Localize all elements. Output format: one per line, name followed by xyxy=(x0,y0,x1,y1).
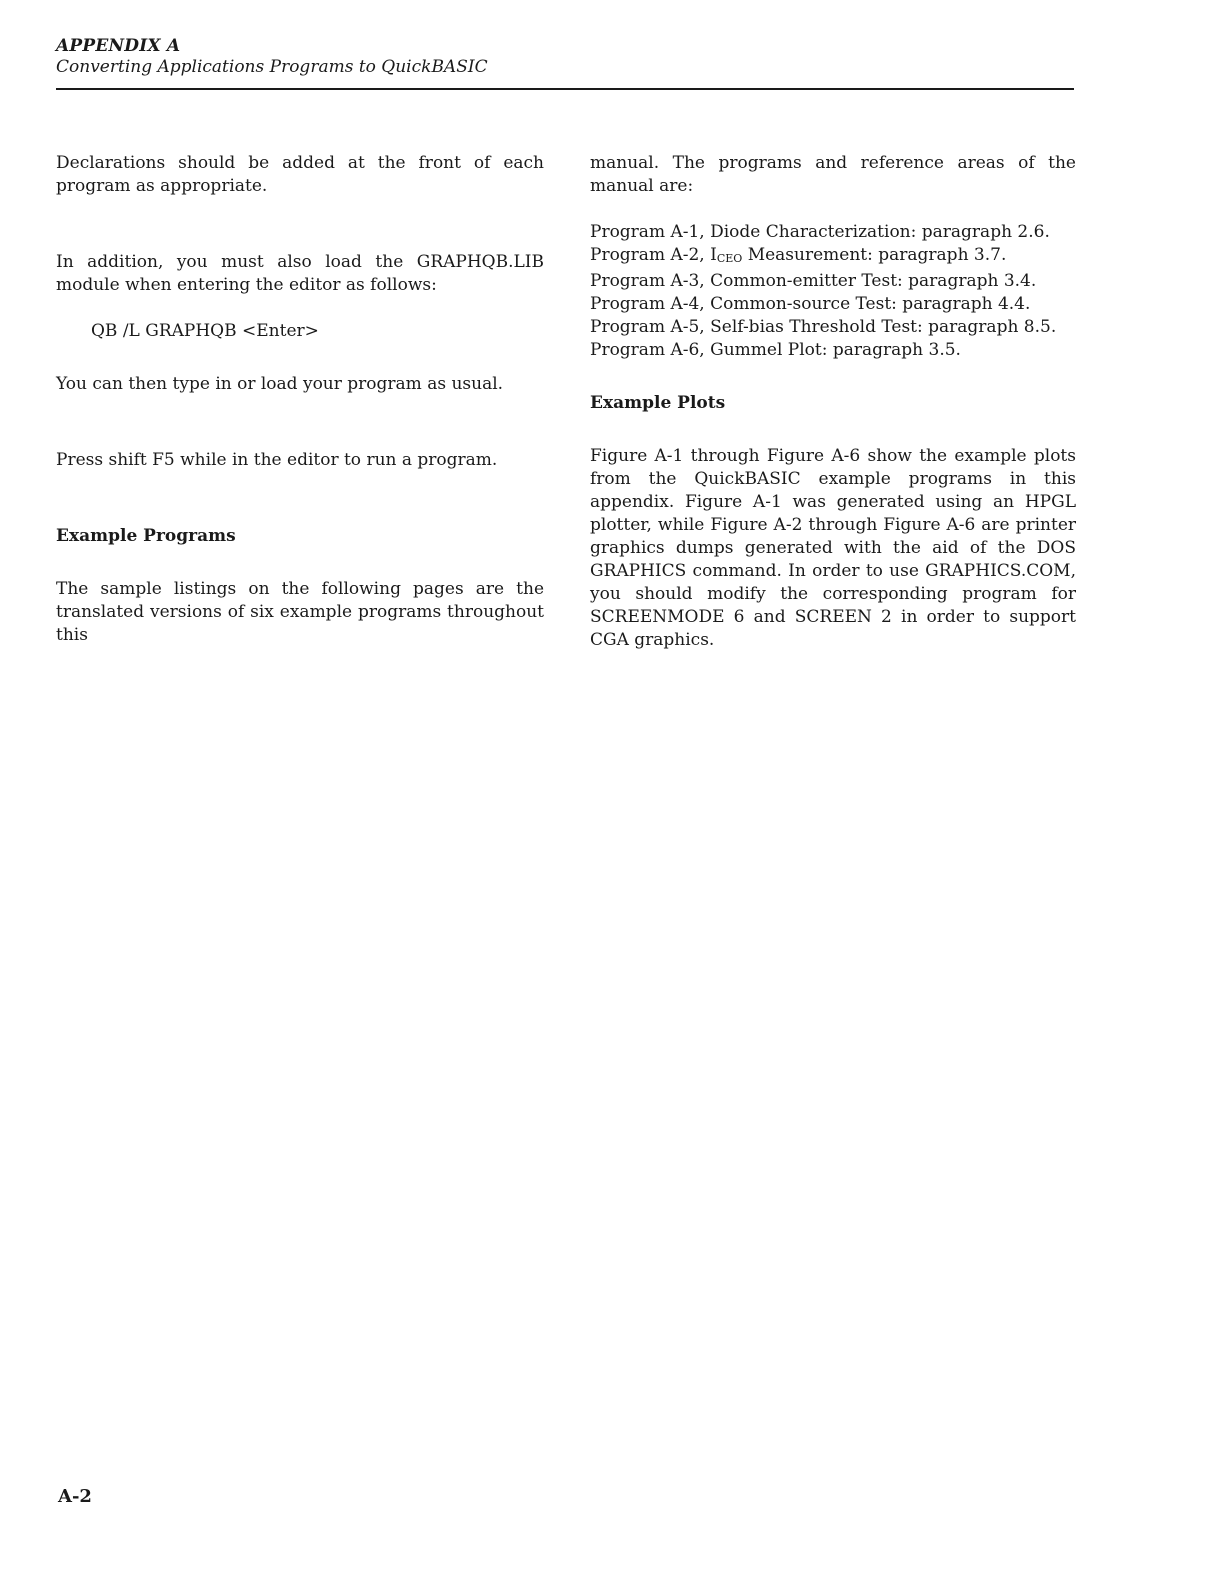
qb-command: QB /L GRAPHQB <Enter> xyxy=(91,321,319,341)
run-program-paragraph: Press shift F5 while in the editor to run a program. xyxy=(56,450,498,470)
sample-listings-paragraph: The sample listings on the following pages are the translated versions of six example programs throughout this xyxy=(56,579,544,645)
program-list-item: Program A-5, Self-bias Threshold Test: paragraph 8.5. xyxy=(590,317,1057,337)
appendix-subtitle: Converting Applications Programs to QuickBASIC xyxy=(56,57,488,77)
program-list-item xyxy=(590,244,1076,270)
example-programs-heading: Example Programs xyxy=(56,526,236,546)
header-rule xyxy=(56,88,1074,90)
program-list-item: Program A-1, Diode Characterization: paragraph 2.6. xyxy=(590,222,1050,242)
example-plots-paragraph: Figure A-1 through Figure A-6 show the example plots from the QuickBASIC example programs in this appendix. Figure A-1 was generated using an HPGL plotter, while Figure A-2 through Figure A-6 are printer graphics dumps generated with the aid of the DOS GRAPHICS command. In order to use GRAPHICS.COM, you should modify the corresponding program for SCREENMODE 6 and SCREEN 2 in order to support CGA graphics. xyxy=(590,446,1076,650)
appendix-label: APPENDIX A xyxy=(56,36,181,56)
right-column xyxy=(590,152,1076,652)
load-program-paragraph: You can then type in or load your program as usual. xyxy=(56,374,504,394)
program-list-item: Program A-4, Common-source Test: paragraph 4.4. xyxy=(590,294,1031,314)
program-a2-rest: Measurement: paragraph 3.7. xyxy=(747,245,1007,265)
declarations-paragraph: Declarations should be added at the front of each program as appropriate. xyxy=(56,153,544,196)
graphqb-paragraph: In addition, you must also load the GRAPHQB.LIB module when entering the editor as follows: xyxy=(56,252,544,295)
example-plots-heading: Example Plots xyxy=(590,393,726,413)
iceo-subscript: CEO xyxy=(716,252,743,265)
page-number: A-2 xyxy=(58,1486,92,1507)
program-list-item: Program A-6, Gummel Plot: paragraph 3.5. xyxy=(590,340,961,360)
manual-continuation-paragraph: manual. The programs and reference areas of the manual are: xyxy=(590,153,1076,196)
program-a2-prefix: Program A-2, I xyxy=(590,245,717,265)
left-column xyxy=(56,152,544,647)
page-header xyxy=(56,36,1076,78)
program-list-item: Program A-3, Common-emitter Test: paragraph 3.4. xyxy=(590,271,1037,291)
program-list xyxy=(590,221,1076,362)
